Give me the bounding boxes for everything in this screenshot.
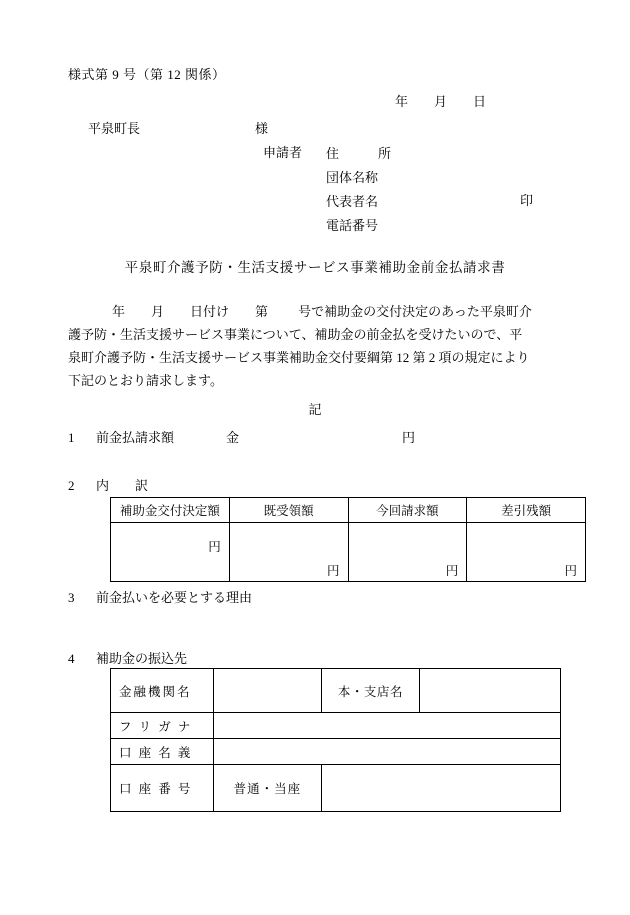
account-number-label: 口 座 番 号 (111, 765, 214, 812)
header-date-year: 年 (395, 94, 409, 109)
item-2-number: 2 (68, 478, 75, 493)
header-date-line (395, 91, 486, 110)
table-row-header (111, 498, 586, 523)
account-number-value[interactable] (321, 765, 560, 812)
applicant-phone-label: 電話番号 (326, 218, 379, 233)
seal-mark: 印 (520, 193, 534, 208)
item-1-kin: 金 (226, 430, 240, 445)
account-type-value[interactable]: 普通・当座 (214, 765, 322, 812)
body-date-month: 月 (151, 304, 165, 319)
breakdown-header-balance: 差引残額 (467, 498, 586, 523)
body-paragraph (68, 300, 562, 392)
item-3-number: 3 (68, 590, 75, 605)
furigana-value[interactable] (214, 713, 561, 739)
branch-name-label: 本・支店名 (321, 669, 420, 713)
body-date-year: 年 (112, 304, 126, 319)
item-2-label: 内 訳 (96, 478, 149, 493)
applicant-address-label: 住 所 (326, 146, 392, 161)
item-1-label: 前金払請求額 (96, 430, 175, 445)
body-doc-no-suffix: 号で補助金の交付決定のあった平泉町介 (298, 304, 532, 319)
breakdown-value-balance[interactable]: 円 (467, 523, 586, 582)
addressee-honorific: 様 (255, 121, 269, 136)
account-holder-label: 口 座 名 義 (111, 739, 214, 765)
breakdown-header-grant-decision: 補助金交付決定額 (111, 498, 230, 523)
breakdown-table (110, 497, 586, 582)
applicant-label: 申請者 (263, 145, 303, 160)
breakdown-header-already-received: 既受領額 (229, 498, 348, 523)
breakdown-header-current-request: 今回請求額 (348, 498, 467, 523)
branch-name-value[interactable] (420, 669, 561, 713)
item-4-label: 補助金の振込先 (96, 651, 188, 666)
breakdown-value-already-received[interactable]: 円 (229, 523, 348, 582)
table-row (111, 523, 586, 582)
form-number: 様式第 9 号（第 12 関係） (68, 67, 226, 82)
item-1-advance-amount (68, 427, 415, 446)
applicant-fields (326, 142, 391, 238)
item-1-number: 1 (68, 430, 75, 445)
item-4-number: 4 (68, 651, 75, 666)
body-doc-no-prefix: 第 (255, 304, 269, 319)
addressee: 平泉町長 (88, 121, 141, 136)
body-line-2: 護予防・生活支援サービス事業について、補助金の前金払を受けたいので、平 (68, 327, 523, 342)
header-date-month: 月 (434, 94, 448, 109)
bank-name-label: 金融機関名 (111, 669, 214, 713)
breakdown-value-current-request[interactable]: 円 (348, 523, 467, 582)
item-3-reason (68, 587, 252, 606)
table-row (111, 765, 561, 812)
page-title: 平泉町介護予防・生活支援サービス事業補助金前金払請求書 (124, 260, 506, 275)
body-line-3: 泉町介護予防・生活支援サービス事業補助金交付要綱第 12 第 2 項の規定により (68, 350, 530, 365)
table-row (111, 713, 561, 739)
body-line-4: 下記のとおり請求します。 (68, 373, 223, 388)
header-date-day: 日 (473, 94, 487, 109)
item-3-label: 前金払いを必要とする理由 (96, 590, 253, 605)
table-row (111, 669, 561, 713)
body-date-day: 日付け (190, 304, 230, 319)
item-1-yen: 円 (402, 430, 416, 445)
bank-name-value[interactable] (214, 669, 322, 713)
account-holder-value[interactable] (214, 739, 561, 765)
bank-details-table (110, 668, 561, 812)
ki-marker: 記 (308, 402, 322, 417)
item-2-breakdown (68, 475, 148, 494)
applicant-representative-label: 代表者名 (326, 194, 379, 209)
item-4-bank-transfer (68, 648, 187, 667)
table-row (111, 739, 561, 765)
breakdown-value-grant-decision[interactable]: 円 (111, 523, 230, 582)
applicant-organization-label: 団体名称 (326, 170, 379, 185)
furigana-label: フ リ ガ ナ (111, 713, 214, 739)
